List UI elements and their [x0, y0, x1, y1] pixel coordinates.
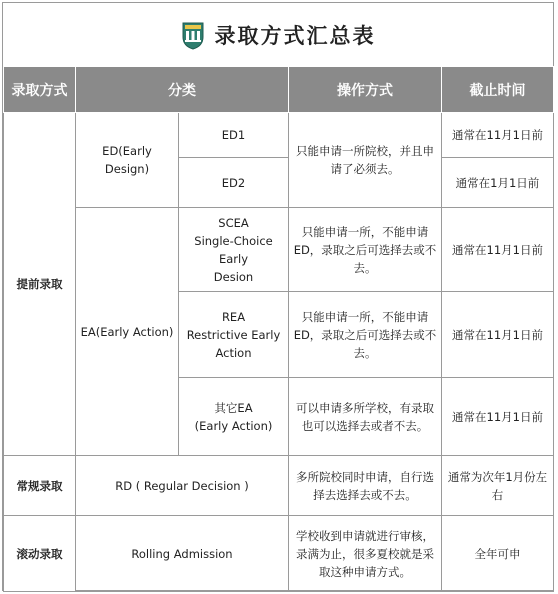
- rea-sub-line: Action: [215, 345, 252, 360]
- other-ea-deadline: 通常在11月1日前: [442, 378, 554, 456]
- rea-operation: 只能申请一所，不能申请ED，录取之后可选择去或不去。: [289, 292, 442, 378]
- other-ea-sub-line: 其它EA: [214, 400, 253, 415]
- header-operation: 操作方式: [289, 67, 442, 113]
- category-rolling: 滚动录取: [4, 516, 76, 592]
- table-header-row: [4, 67, 554, 113]
- rolling-operation: 学校收到申请就进行审核，录满为止，很多夏校就是采取这种申请方式。: [289, 516, 442, 592]
- title-bar: [3, 3, 553, 66]
- rea-sub: [179, 292, 289, 378]
- scea-operation: 只能申请一所，不能申请ED，录取之后可选择去或不去。: [289, 208, 442, 292]
- ed2-deadline: 通常在1月1日前: [442, 158, 554, 208]
- rolling-deadline: 全年可申: [442, 516, 554, 592]
- rolling-name: Rolling Admission: [76, 516, 289, 592]
- rea-sub-line: Restrictive Early: [186, 327, 281, 342]
- rd-name: RD ( Regular Decision ): [76, 456, 289, 516]
- header-method: 录取方式: [4, 67, 76, 113]
- ed2-sub: ED2: [179, 158, 289, 208]
- table-row: [4, 113, 554, 158]
- ed1-deadline: 通常在11月1日前: [442, 113, 554, 158]
- ed1-sub: ED1: [179, 113, 289, 158]
- page-title: 录取方式汇总表: [214, 23, 376, 48]
- scea-deadline: 通常在11月1日前: [442, 208, 554, 292]
- category-regular: 常规录取: [4, 456, 76, 516]
- scea-sub-line: SCEA: [218, 215, 249, 230]
- rd-deadline: 通常为次年1月份左右: [442, 456, 554, 516]
- other-ea-sub: [179, 378, 289, 456]
- scea-sub: [179, 208, 289, 292]
- ea-name: EA(Early Action): [76, 208, 179, 456]
- header-deadline: 截止时间: [442, 67, 554, 113]
- ed-operation: 只能申请一所院校，并且申请了必须去。: [289, 113, 442, 208]
- ed-name: ED(Early Design): [76, 113, 179, 208]
- category-early: 提前录取: [4, 113, 76, 456]
- rea-sub-line: REA: [221, 309, 246, 324]
- shield-logo-icon: [181, 20, 205, 50]
- rea-deadline: 通常在11月1日前: [442, 292, 554, 378]
- other-ea-operation: 可以申请多所学校，有录取也可以选择去或者不去。: [289, 378, 442, 456]
- table-row: [4, 208, 554, 292]
- scea-sub-line: Single-Choice Early: [194, 233, 273, 266]
- admission-summary-table: [3, 66, 554, 592]
- header-category: 分类: [76, 67, 289, 113]
- table-row: [4, 456, 554, 516]
- rd-operation: 多所院校同时申请，自行选择去选择去或不去。: [289, 456, 442, 516]
- summary-frame: [2, 2, 554, 591]
- other-ea-sub-line: (Early Action): [194, 418, 273, 433]
- scea-sub-line: Desion: [213, 269, 254, 284]
- table-row: [4, 516, 554, 592]
